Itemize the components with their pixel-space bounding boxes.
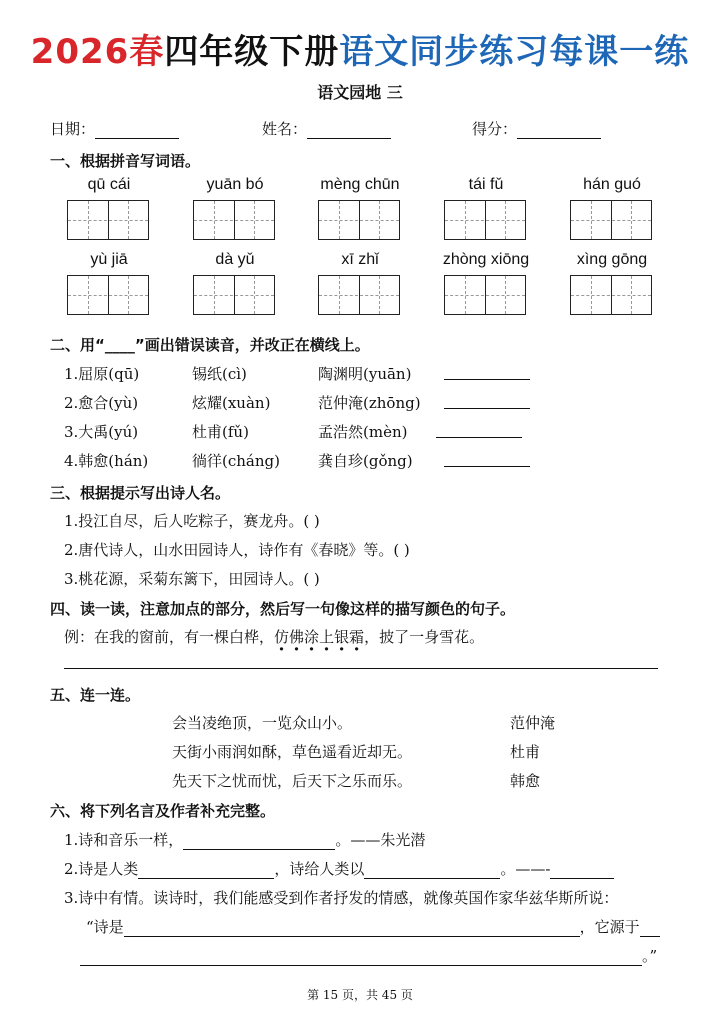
page-title: 2026春四年级下册语文同步练习每课一练 — [30, 32, 690, 72]
page-footer: 第 15 页，共 45 页 — [307, 988, 413, 1002]
lesson-subtitle: 语文园地 三 — [317, 83, 403, 102]
word-pinyin: 陶渊明(yuān) — [318, 365, 412, 383]
verse-2: 天街小雨润如酥，草色遥看近却无。 — [172, 743, 413, 761]
section1-heading: 一、根据拼音写词语。 — [50, 152, 201, 170]
quote-2: 2.诗是人类 ，诗给人类以 。——- — [64, 858, 614, 879]
writing-grid[interactable] — [444, 275, 526, 315]
author-1: 范仲淹 — [510, 714, 556, 732]
pinyin-label: xī zhǐ — [341, 251, 379, 268]
author-3: 韩愈 — [510, 772, 541, 790]
poet-item-1: 1.投江自尽，后人吃粽子，赛龙舟。( ) — [64, 512, 320, 530]
emphasis-char: 仿 — [274, 628, 290, 646]
poet-item-3: 3.桃花源，采菊东篱下，田园诗人。( ) — [64, 570, 320, 588]
pinyin-label: zhòng xiōng — [442, 251, 530, 268]
verse-3: 先天下之忧而忧，后天下之乐而乐。 — [172, 772, 413, 790]
writing-grid[interactable] — [318, 275, 400, 315]
quote-3-end: 。” — [80, 945, 657, 966]
quote-3-line: “诗是 ，它源于 — [86, 916, 660, 937]
word-pinyin: 4.韩愈(hán) — [64, 452, 149, 470]
writing-grid[interactable] — [318, 200, 400, 240]
correction-line[interactable] — [444, 379, 530, 380]
section2-heading: 二、用“____”画出错误读音，并改正在横线上。 — [50, 336, 370, 354]
word-pinyin: 1.屈原(qū) — [64, 365, 140, 383]
date-field: 日期： — [50, 118, 179, 139]
pinyin-label: yù jiā — [90, 251, 128, 268]
emphasis-char: 霜 — [349, 628, 365, 646]
name-field: 姓名： — [262, 118, 391, 139]
score-field: 得分： — [472, 118, 601, 139]
pinyin-label: qū cái — [87, 176, 131, 193]
writing-grid[interactable] — [67, 200, 149, 240]
quote-3-intro: 3.诗中有情。读诗时，我们能感受到作者抒发的情感，就像英国作家华兹华斯所说： — [64, 889, 619, 907]
pinyin-label: hán guó — [583, 176, 641, 193]
pinyin-label: dà yǔ — [215, 251, 255, 268]
word-pinyin: 孟浩然(mèn) — [318, 423, 408, 441]
emphasis-char: 上 — [319, 628, 335, 646]
word-pinyin: 徜徉(cháng) — [192, 452, 280, 470]
answer-line[interactable] — [64, 668, 658, 669]
author-2: 杜甫 — [510, 743, 541, 761]
pinyin-label: mèng chūn — [320, 176, 400, 193]
verse-1: 会当凌绝顶，一览众山小。 — [172, 714, 353, 732]
writing-grid[interactable] — [193, 275, 275, 315]
section4-heading: 四、读一读，注意加点的部分，然后写一句像这样的描写颜色的句子。 — [50, 600, 516, 618]
poet-item-2: 2.唐代诗人，山水田园诗人，诗作有《春晓》等。( ) — [64, 541, 410, 559]
word-pinyin: 范仲淹(zhōng) — [318, 394, 421, 412]
section3-heading: 三、根据提示写出诗人名。 — [50, 484, 231, 502]
writing-grid[interactable] — [67, 275, 149, 315]
word-pinyin: 2.愈合(yù) — [64, 394, 139, 412]
writing-grid[interactable] — [570, 200, 652, 240]
word-pinyin: 炫耀(xuàn) — [192, 394, 271, 412]
word-pinyin: 3.大禹(yú) — [64, 423, 139, 441]
emphasis-char: 涂 — [304, 628, 320, 646]
correction-line[interactable] — [444, 408, 530, 409]
correction-line[interactable] — [444, 466, 530, 467]
emphasis-char: 银 — [334, 628, 350, 646]
writing-grid[interactable] — [444, 200, 526, 240]
section6-heading: 六、将下列名言及作者补充完整。 — [50, 802, 276, 820]
word-pinyin: 锡纸(cì) — [192, 365, 247, 383]
emphasis-char: 佛 — [289, 628, 305, 646]
pinyin-label: tái fǔ — [468, 176, 504, 193]
example-sentence: 例：在我的窗前，有一棵白桦，仿佛涂上银霜，披了一身雪花。 — [64, 628, 485, 646]
section5-heading: 五、连一连。 — [50, 686, 141, 704]
word-pinyin: 杜甫(fǔ) — [192, 423, 249, 441]
writing-grid[interactable] — [570, 275, 652, 315]
quote-1: 1.诗和音乐一样， 。——朱光潜 — [64, 831, 426, 849]
writing-grid[interactable] — [193, 200, 275, 240]
pinyin-label: xìng gōng — [576, 251, 648, 268]
pinyin-label: yuān bó — [206, 176, 264, 193]
word-pinyin: 龚自珍(gǒng) — [318, 452, 413, 470]
correction-line[interactable] — [436, 437, 522, 438]
